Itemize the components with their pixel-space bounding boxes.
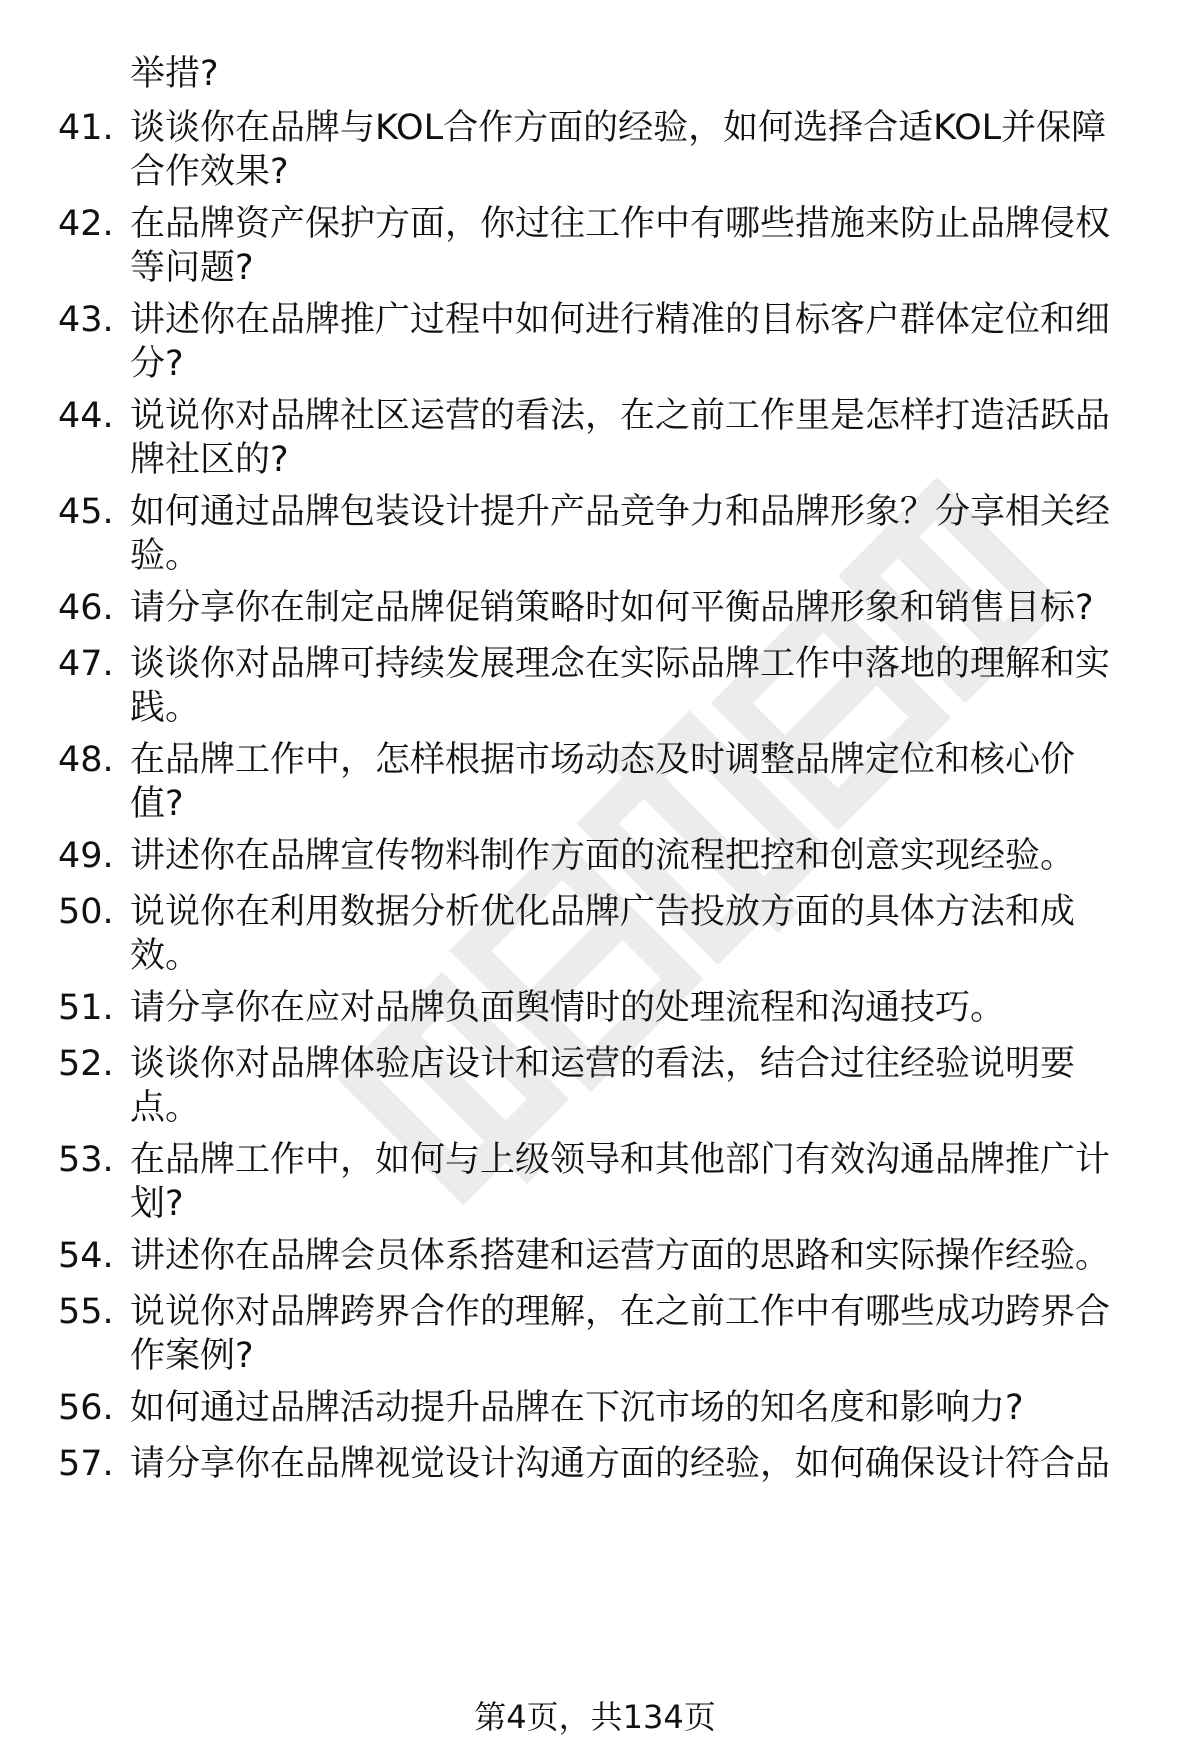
question-text-line: 划? xyxy=(130,1184,184,1224)
question-number: 42. xyxy=(58,204,114,244)
question-number: 57. xyxy=(58,1444,114,1484)
question-text-line: 说说你对品牌跨界合作的理解，在之前工作中有哪些成功跨界合 xyxy=(130,1292,1111,1332)
question-text-line: 谈谈你对品牌可持续发展理念在实际品牌工作中落地的理解和实 xyxy=(130,644,1111,684)
question-text-line: 值? xyxy=(130,784,184,824)
question-text-line: 验。 xyxy=(130,536,201,576)
question-text-line: 如何通过品牌活动提升品牌在下沉市场的知名度和影响力? xyxy=(130,1388,1024,1428)
question-text xyxy=(130,834,1160,878)
question-text-line: 请分享你在制定品牌促销策略时如何平衡品牌形象和销售目标? xyxy=(130,588,1094,628)
question-text-line: 在品牌资产保护方面，你过往工作中有哪些措施来防止品牌侵权 xyxy=(130,204,1111,244)
question-number: 43. xyxy=(58,300,114,340)
question-text xyxy=(130,890,1160,978)
question-text-line: 如何通过品牌包装设计提升产品竞争力和品牌形象？分享相关经 xyxy=(130,492,1111,532)
question-number: 48. xyxy=(58,740,114,780)
question-text-line: 在品牌工作中，如何与上级领导和其他部门有效沟通品牌推广计 xyxy=(130,1140,1111,1180)
question-number: 53. xyxy=(58,1140,114,1180)
question-text xyxy=(130,106,1160,194)
question-text xyxy=(130,1442,1160,1486)
question-number: 47. xyxy=(58,644,114,684)
question-text-line: 效。 xyxy=(130,936,201,976)
question-number: 46. xyxy=(58,588,114,628)
question-number: 54. xyxy=(58,1236,114,1276)
question-number: 44. xyxy=(58,396,114,436)
question-text-line: 请分享你在应对品牌负面舆情时的处理流程和沟通技巧。 xyxy=(130,988,1006,1028)
question-text-line: 请分享你在品牌视觉设计沟通方面的经验，如何确保设计符合品 xyxy=(130,1444,1111,1484)
question-text xyxy=(130,1042,1160,1130)
question-text-line: 点。 xyxy=(130,1088,201,1128)
question-text xyxy=(130,1234,1160,1278)
question-text xyxy=(130,202,1160,290)
question-text-line: 分? xyxy=(130,344,184,384)
question-text-line: 在品牌工作中，怎样根据市场动态及时调整品牌定位和核心价 xyxy=(130,740,1076,780)
question-text-line: 践。 xyxy=(130,688,201,728)
question-text-line: 牌社区的? xyxy=(130,440,289,480)
question-text-line: 说说你在利用数据分析优化品牌广告投放方面的具体方法和成 xyxy=(130,892,1076,932)
question-text xyxy=(130,1290,1160,1378)
question-text xyxy=(130,1138,1160,1226)
question-text xyxy=(130,490,1160,578)
question-text xyxy=(130,298,1160,386)
question-number: 52. xyxy=(58,1044,114,1084)
question-text-line: 合作效果? xyxy=(130,152,289,192)
question-text-line: 谈谈你在品牌与KOL合作方面的经验，如何选择合适KOL并保障 xyxy=(130,108,1107,148)
question-text-line: 讲述你在品牌推广过程中如何进行精准的目标客户群体定位和细 xyxy=(130,300,1111,340)
question-number: 41. xyxy=(58,108,114,148)
question-number: 56. xyxy=(58,1388,114,1428)
page-footer: 第4页，共134页 xyxy=(474,1698,716,1736)
question-text xyxy=(130,986,1160,1030)
question-text xyxy=(130,642,1160,730)
question-text-line: 等问题? xyxy=(130,248,254,288)
question-text-line: 讲述你在品牌宣传物料制作方面的流程把控和创意实现经验。 xyxy=(130,836,1076,876)
question-text xyxy=(130,586,1160,630)
question-text-line: 说说你对品牌社区运营的看法，在之前工作里是怎样打造活跃品 xyxy=(130,396,1111,436)
question-text xyxy=(130,738,1160,826)
question-number: 55. xyxy=(58,1292,114,1332)
continued-question-text: 举措? xyxy=(130,54,219,94)
question-text-line: 作案例? xyxy=(130,1336,254,1376)
question-text-line: 讲述你在品牌会员体系搭建和运营方面的思路和实际操作经验。 xyxy=(130,1236,1111,1276)
question-text xyxy=(130,1386,1160,1430)
question-text xyxy=(130,394,1160,482)
question-number: 51. xyxy=(58,988,114,1028)
question-text-line: 谈谈你对品牌体验店设计和运营的看法，结合过往经验说明要 xyxy=(130,1044,1076,1084)
question-number: 50. xyxy=(58,892,114,932)
question-number: 45. xyxy=(58,492,114,532)
question-number: 49. xyxy=(58,836,114,876)
